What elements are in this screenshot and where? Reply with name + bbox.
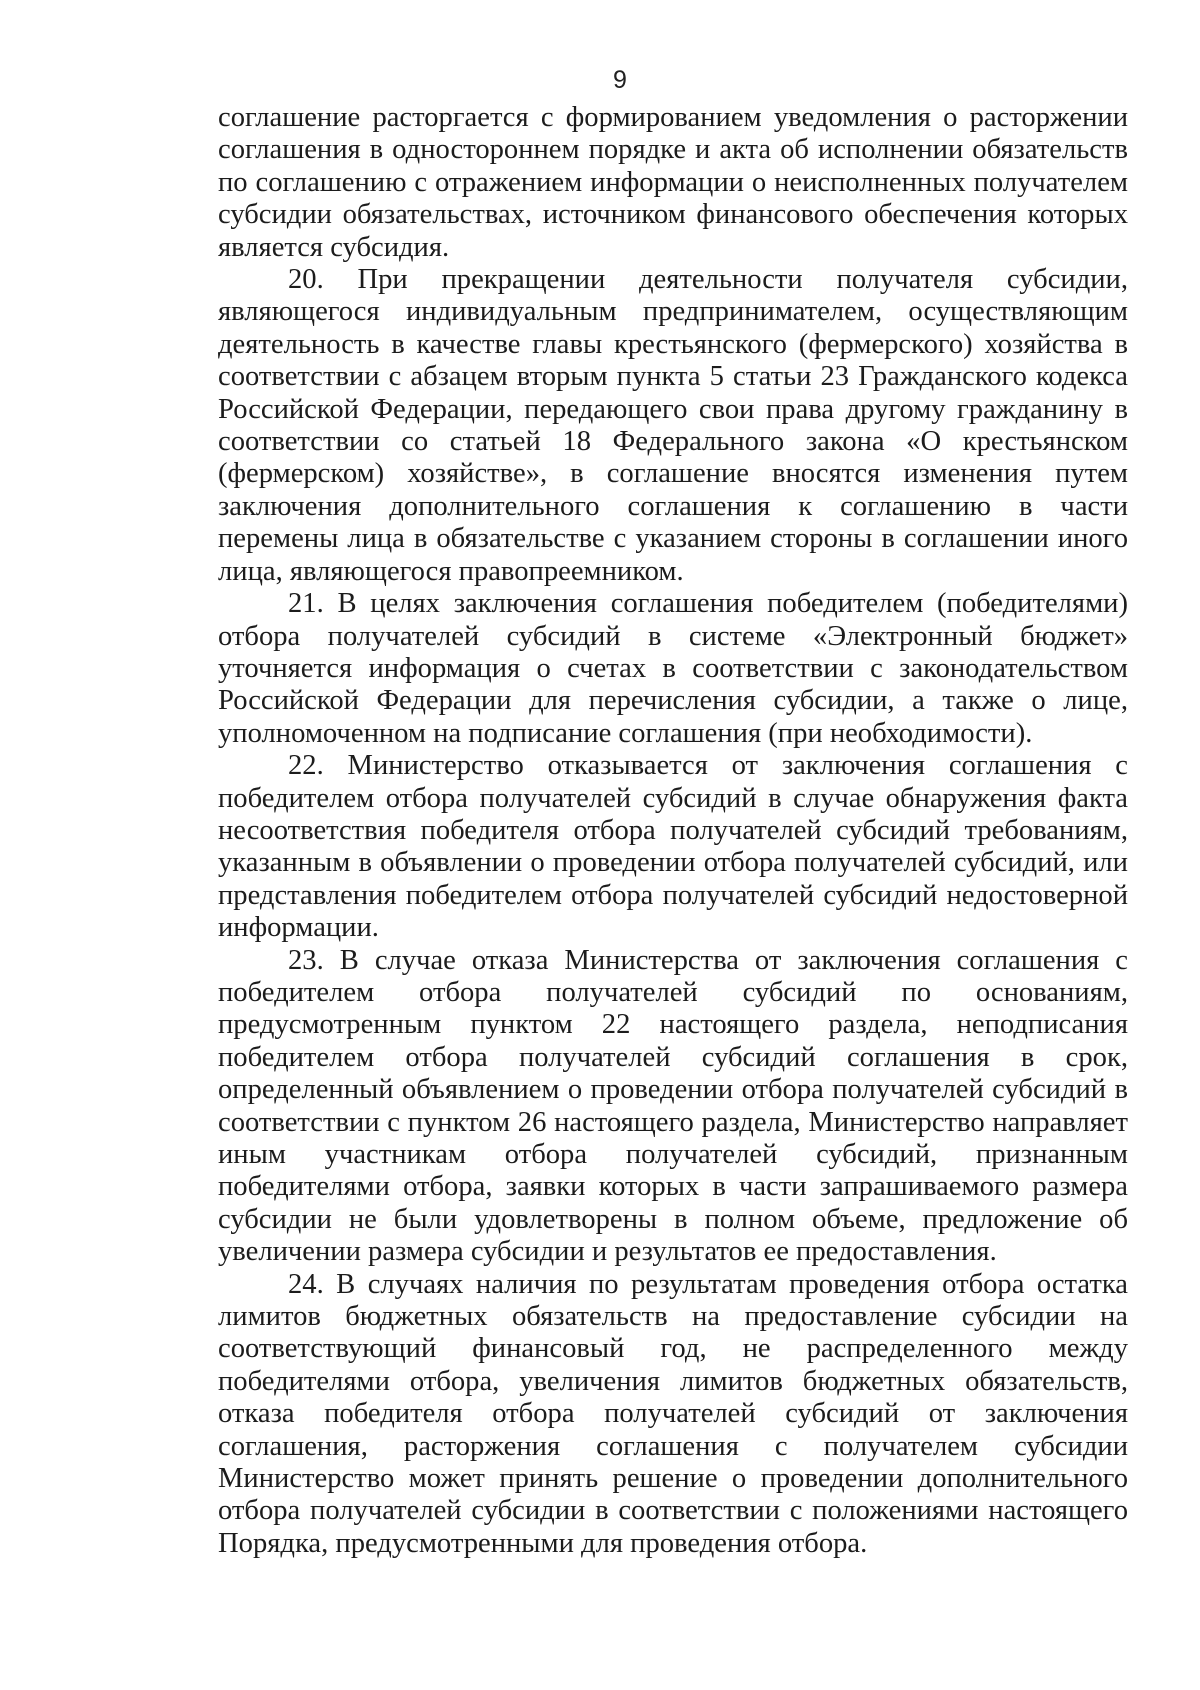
- document-body: [218, 102, 1128, 1560]
- paragraph-item-21: 21. В целях заключения соглашения победителем (победителями) отбора получателей субсидий в системе «Электронный бюджет» уточняется информация о счетах в соответствии с законодательством Российской Федерации для перечисления субсидии, а также о лице, уполномоченном на подписание соглашения (при необходимости).: [218, 588, 1128, 749]
- paragraph-item-20: 20. При прекращении деятельности получателя субсидии, являющегося индивидуальным предпринимателем, осуществляющим деятельность в качестве главы крестьянского (фермерского) хозяйства в соответствии с абзацем вторым пункта 5 статьи 23 Гражданского кодекса Российской Федерации, передающего свои права другому гражданину в соответствии со статьей 18 Федерального закона «О крестьянском (фермерском) хозяйстве», в соглашение вносятся изменения путем заключения дополнительного соглашения к соглашению в части перемены лица в обязательстве с указанием стороны в соглашении иного лица, являющегося правопреемником.: [218, 264, 1128, 587]
- paragraph-continuation: соглашение расторгается с формированием уведомления о расторжении соглашения в одностороннем порядке и акта об исполнении обязательств по соглашению с отражением информации о неисполненных получателем субсидии обязательствах, источником финансового обеспечения которых является субсидия.: [218, 102, 1128, 263]
- paragraph-item-24: 24. В случаях наличия по результатам проведения отбора остатка лимитов бюджетных обязательств на предоставление субсидии на соответствующий финансовый год, не распределенного между победителями отбора, увеличения лимитов бюджетных обязательств, отказа победителя отбора получателей субсидий от заключения соглашения, расторжения соглашения с получателем субсидии Министерство может принять решение о проведении дополнительного отбора получателей субсидии в соответствии с положениями настоящего Порядка, предусмотренными для проведения отбора.: [218, 1268, 1128, 1559]
- page-number: 9: [613, 66, 627, 94]
- paragraph-item-22: 22. Министерство отказывается от заключения соглашения с победителем отбора получателей субсидий в случае обнаружения факта несоответствия победителя отбора получателей субсидий требованиям, указанным в объявлении о проведении отбора получателей субсидий, или представления победителем отбора получателей субсидий недостоверной информации.: [218, 750, 1128, 944]
- paragraph-item-23: 23. В случае отказа Министерства от заключения соглашения с победителем отбора получателей субсидий по основаниям, предусмотренным пунктом 22 настоящего раздела, неподписания победителем отбора получателей субсидий соглашения в срок, определенный объявлением о проведении отбора получателей субсидий в соответствии с пунктом 26 настоящего раздела, Министерство направляет иным участникам отбора получателей субсидий, признанным победителями отбора, заявки которых в части запрашиваемого размера субсидии не были удовлетворены в полном объеме, предложение об увеличении размера субсидии и результатов ее предоставления.: [218, 944, 1128, 1268]
